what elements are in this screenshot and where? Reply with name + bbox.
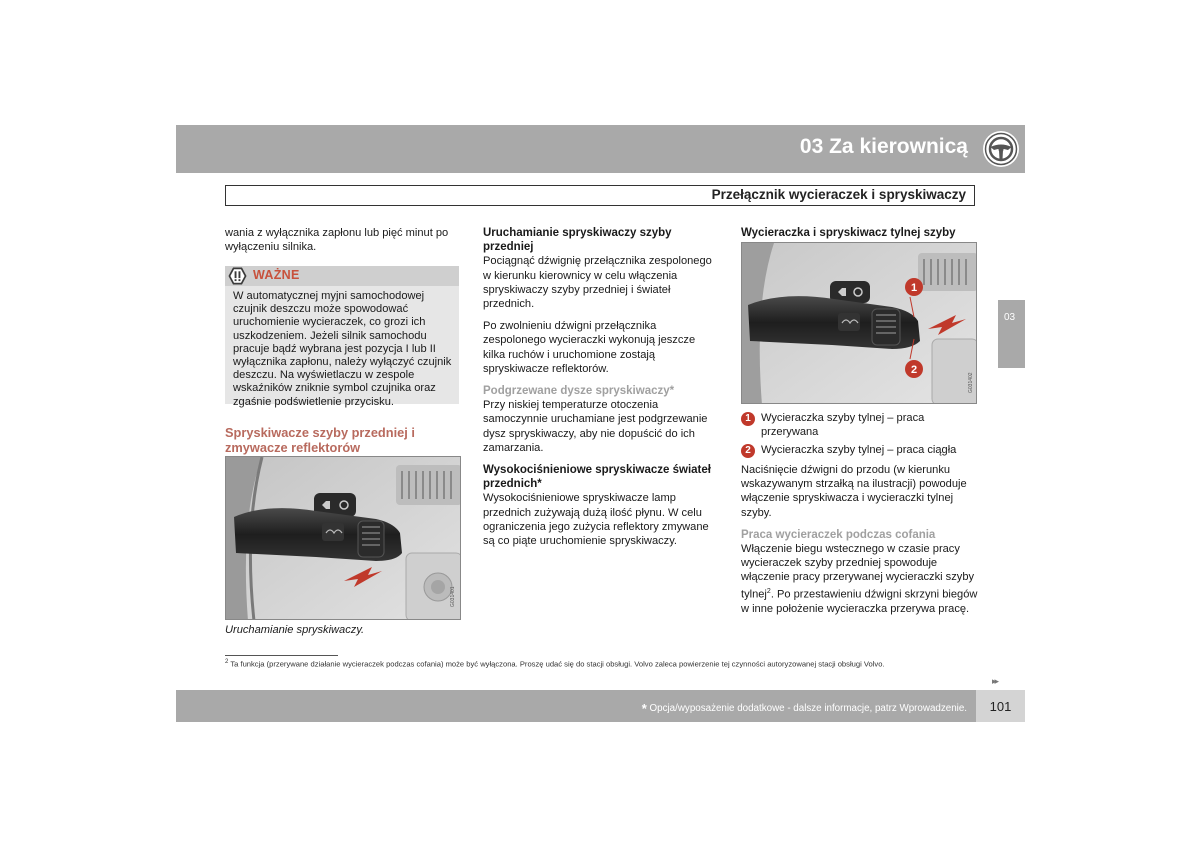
footer-note	[642, 701, 967, 716]
footer-star: *	[641, 701, 647, 716]
chapter-title: 03 Za kierownicą	[799, 135, 968, 158]
washer-lever-illustration	[226, 457, 461, 620]
rear-wiper-photo	[741, 242, 977, 404]
para-reverse-wiper	[741, 542, 981, 616]
warning-icon	[228, 267, 247, 285]
photo-caption: Uruchamianie spryskiwaczy.	[225, 624, 365, 636]
photo-code-1: G031401	[450, 586, 456, 607]
legend-1-marker	[741, 411, 757, 426]
footer-bar	[176, 690, 976, 722]
washer-lever-photo	[225, 456, 461, 620]
legend-2-number: 2	[741, 444, 755, 458]
legend-1-number: 1	[741, 412, 755, 426]
footnote	[225, 659, 985, 669]
footnote-divider	[225, 655, 338, 656]
photo-code-2: G031402	[968, 372, 974, 393]
heading-reverse-wiper: Praca wycieraczek podczas cofania	[741, 528, 936, 541]
heading-rear-wiper: Wycieraczka i spryskiwacz tylnej szyby	[741, 227, 956, 239]
warning-title: WAŻNE	[253, 268, 300, 282]
para-heated-nozzles: Przy niskiej temperaturze otoczenia samoczynnie uruchamiane jest podgrzewanie dysz spryskiwaczy, aby nie dopuścić do ich zamarzania.	[483, 399, 708, 454]
heading-windshield-washers: Spryskiwacze szyby przedniej i zmywacze reflektorów	[225, 425, 415, 455]
legend-2-marker	[741, 443, 757, 458]
footnote-number: 2	[225, 659, 229, 665]
warning-box	[225, 266, 459, 408]
page-number: 101	[989, 699, 1012, 714]
heading-front-washers: Uruchamianie spryskiwaczy szyby przedniej	[483, 227, 672, 254]
warning-header	[225, 266, 459, 286]
callout-2-label: 2	[910, 364, 918, 376]
rear-wiper-illustration	[742, 243, 977, 404]
para-front-washers: Pociągnąć dźwignię przełącznika zespolonego w kierunku kierownicy w celu włączenia spryskiwaczy szyby przedniej i świateł przednich.	[483, 255, 712, 311]
para-push-lever: Naciśnięcie dźwigni do przodu (w kierunku wskazywanym strzałką na ilustracji) powoduje włączenie spryskiwacza i wycieraczki tylnej szyby.	[741, 464, 967, 519]
section-title: Przełącznik wycieraczek i spryskiwaczy	[711, 187, 966, 202]
continue-arrows-icon: ▸▸	[992, 676, 998, 686]
steering-wheel-icon	[981, 129, 1021, 169]
page-number-box	[976, 690, 1025, 722]
legend-1-text: Wycieraczka szyby tylnej – praca przerywana	[761, 412, 925, 439]
para-release-lever: Po zwolnieniu dźwigni przełącznika zespolonego wycieraczki wykonują jeszcze kilka ruchów i uruchomione zostają spryskiwacze reflektorów.	[483, 320, 696, 375]
footer-note-text: Opcja/wyposażenie dodatkowe - dalsze informacje, patrz Wprowadzenie.	[649, 703, 967, 714]
para-reverse-b: . Po przestawieniu dźwigni skrzyni biegów w inne położenie wycieraczka przerywa pracę.	[741, 588, 978, 615]
para-hp-washers: Wysokociśnieniowe spryskiwacze lamp przednich zużywają dużą ilość płynu. W celu ograniczenia jego zużycia reflektory zmywane są co piąte uruchomienie spryskiwaczy.	[483, 492, 709, 548]
legend-2-text: Wycieraczka szyby tylnej – praca ciągła	[761, 444, 957, 456]
heading-hp-washers: Wysokociśnieniowe spryskiwacze świateł przednich*	[483, 464, 711, 491]
warning-text: W automatycznej myjni samochodowej czujnik deszczu może spowodować uruchomienie wycieraczek, co grozi ich uszkodzeniem. Jeżeli silnik samochodu pracuje bądź wybrana jest pozycja I lub II wyłącznika zapłonu, należy wyłączyć czujnik deszczu. Na wyświetlaczu w zespole wskaźników zniknie symbol czujnika oraz zgaśnie podświetlenie przycisku.	[233, 290, 452, 408]
para-reverse-a: Włączenie biegu wstecznego w czasie pracy wycieraczek szyby przedniej spowoduje włączenie pracy przerywanej wycieraczki szyby tylnej	[741, 543, 975, 601]
callout-1-label: 1	[910, 282, 918, 294]
col1-intro: wania z wyłącznika zapłonu lub pięć minut po wyłączeniu silnika.	[225, 227, 449, 254]
column-2	[483, 226, 719, 556]
footnote-text: Ta funkcja (przerywane działanie wycieraczek podczas cofania) może być wyłączona. Proszę udać się do stacji obsługi. Volvo zaleca powierzenie tej czynności autoryzowanej stacji obsługi Volvo.	[230, 659, 885, 669]
side-tab-label: 03	[1004, 312, 1016, 323]
footnote-ref[interactable]: 2	[766, 587, 771, 595]
chapter-header-bar	[176, 125, 1025, 173]
chapter-side-tab	[998, 300, 1025, 368]
column-3-text	[741, 463, 981, 624]
heading-heated-nozzles: Podgrzewane dysze spryskiwaczy*	[483, 385, 675, 398]
section-title-box	[225, 185, 975, 206]
